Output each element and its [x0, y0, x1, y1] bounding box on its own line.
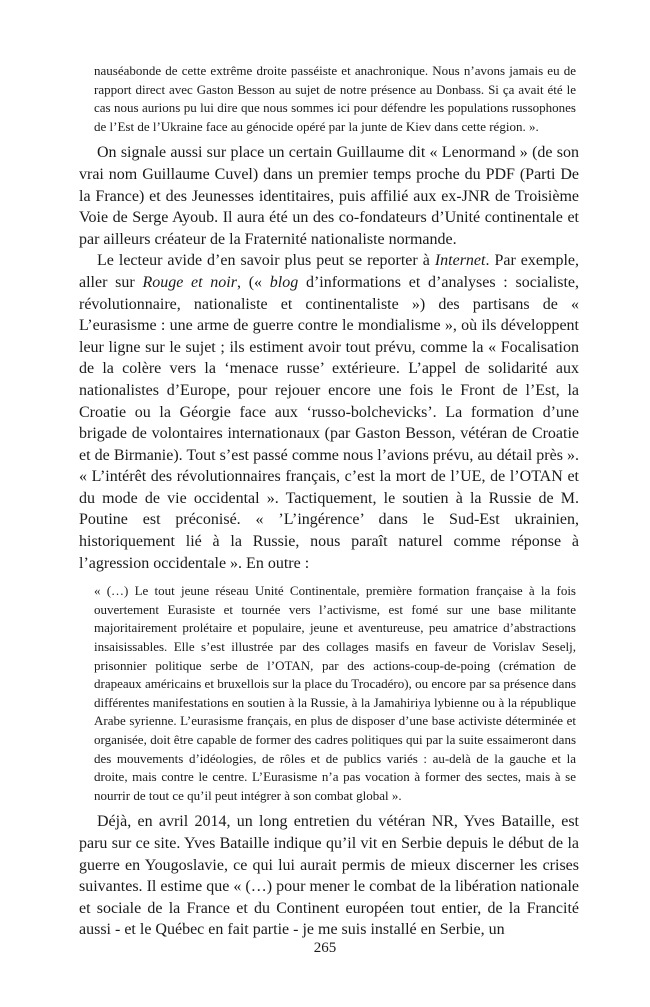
paragraph-lenormand: On signale aussi sur place un certain Guillaume dit « Lenormand » (de son vrai nom Guillaume Cuvel) dans un premier temps proche du PDF (Parti De la France) et des Jeunesses identitaires, puis affilié aux ex-JNR de Troisième Voie de Serge Ayoub. Il aura été un des co-fondateurs d’Unité continentale et par ailleurs créateur de la Fraternité nationaliste normande.: [79, 144, 579, 248]
text-run: Le lecteur avide d’en savoir plus peut se reporter à: [97, 252, 435, 270]
italic-internet: Internet: [434, 252, 486, 270]
text-run: , («: [236, 273, 270, 291]
text-run: . Par exemple, aller sur: [79, 252, 579, 291]
italic-rouge-et-noir: Rouge et noir: [142, 273, 237, 291]
italic-blog: blog: [269, 273, 299, 291]
block-quote-unite-continentale: « (…) Le tout jeune réseau Unité Continentale, première formation française à la fois ouvertement Eurasiste et tournée vers l’activisme, est fomé sur une base militante majoritairement prolétaire et populaire, jeune et aventureuse, peu amatrice d’abstractions insaisissables. Elle s’est illustrée par des collages masifs en faveur de Vorislav Seselj, prisonnier politique serbe de l’OTAN, par des actions-coup-de-poing (crémation de drapeaux américains et bruxellois sur la place du Trocadéro), ou encore par sa présence dans différentes manifestations en soutien à la Russie, à la Jamahiriya lybienne ou à la république Arabe syrienne. L’eurasisme français, en plus de disposer d’une base activiste déterminée et organisée, doit être capable de former des cadres politiques qui par la suite essaimeront dans des mouvements d’idéologies, de rôles et de publics variés : au-delà de la gauche et la droite, mais contre le centre. L’Eurasisme n’a pas vocation à former des sectes, mais à se nourrir de tout ce qu’il peut intégrer à son combat global ».: [94, 583, 576, 803]
page-body: [79, 62, 579, 941]
paragraph-internet: [79, 250, 579, 574]
paragraph-bataille: Déjà, en avril 2014, un long entretien du vétéran NR, Yves Bataille, est paru sur ce site. Yves Bataille indique qu’il vit en Serbie depuis le début de la guerre en Yougoslavie, ce qui lui aurait permis de mieux discerner les crises suivantes. Il estime que « (…) pour mener le combat de la libération nationale et sociale de la France et du Continent européen tout entier, de la Francité aussi - et le Québec en fait partie - je me suis installé en Serbie, un: [79, 813, 579, 939]
text-run: d’informations et d’analyses : socialiste, révolutionnaire, nationaliste et continentaliste ») des partisans de « L’eurasisme : une arme de guerre contre le mondialisme », où ils développent leur ligne sur le sujet ; ils estiment avoir tout prévu, comme la « Focalisation de la colère vers la ‘menace russe’ extérieure. L’appel de solidarité aux nationalistes d’Europe, pour rejouer encore une fois le Front de l’Est, la Croatie ou la Géorgie face aux ‘russo-bolchevicks’. La formation d’une brigade de volontaires internationaux (par Gaston Besson, vétéran de Croatie et de Birmanie). Tout s’est passé comme nous l’avions prévu, au détail près ». « L’intérêt des révolutionnaires français, c’est la mort de l’UE, de l’OTAN et du mode de vie occidental ». Tactiquement, le soutien à la Russie de M. Poutine est préconisé. « ’L’ingérence’ dans le Sud-Est ukrainien, historiquement lié à la Russie, nous paraît naturel comme réponse à l’agression occidentale ». En outre :: [79, 273, 580, 572]
block-quote-top: nauséabonde de cette extrême droite passéiste et anachronique. Nous n’avons jamais eu de rapport direct avec Gaston Besson au sujet de notre présence au Donbass. Si ça avait été le cas nous aurions pu lui dire que nous sommes ici pour défendre les populations russophones de l’Est de l’Ukraine face au génocide opéré par la junte de Kiev dans cette région. ».: [94, 63, 576, 134]
page-number: 265: [313, 940, 337, 956]
